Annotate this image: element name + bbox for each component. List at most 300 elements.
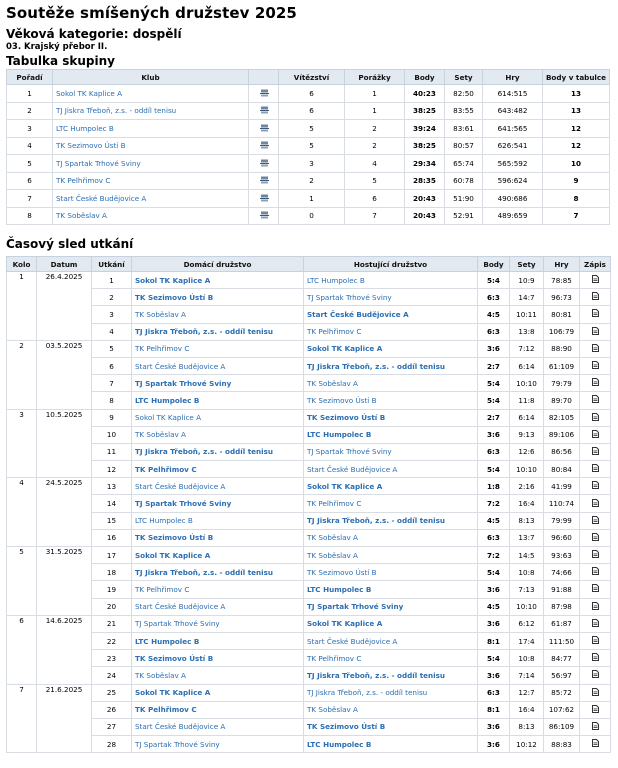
match-sets-cell: 10:10 (510, 375, 544, 392)
round-cell (7, 306, 37, 323)
team-roster-cell[interactable] (249, 155, 279, 173)
away-team-link[interactable]: TJ Spartak Trhové Sviny (304, 443, 478, 460)
match-sets-cell: 14:5 (510, 547, 544, 564)
report-cell[interactable] (580, 272, 611, 289)
table-points-cell: 12 (543, 120, 610, 138)
match-games-cell: 89:106 (544, 426, 580, 443)
losses-cell: 2 (345, 120, 405, 138)
table-row (7, 547, 611, 564)
home-team-link[interactable]: TJ Jiskra Třeboň, z.s. - oddíl tenisu (132, 564, 304, 581)
away-team-link[interactable]: TK Soběslav A (304, 701, 478, 718)
standings-header-row (7, 70, 610, 85)
match-games-cell: 61:87 (544, 615, 580, 632)
away-team-link[interactable]: TK Pelhřimov C (304, 495, 478, 512)
table-row (7, 478, 611, 495)
sets-cell: 83:61 (445, 120, 483, 138)
report-cell[interactable] (580, 598, 611, 615)
report-document-icon[interactable] (592, 464, 599, 474)
match-number-cell: 4 (92, 323, 132, 340)
points-cell: 29:34 (405, 155, 445, 173)
report-cell[interactable] (580, 478, 611, 495)
match-sets-cell: 6:14 (510, 409, 544, 426)
report-cell[interactable] (580, 736, 611, 753)
table-points-cell: 8 (543, 190, 610, 208)
table-row (7, 375, 611, 392)
club-link[interactable]: Start České Budějovice A (53, 190, 249, 208)
report-cell[interactable] (580, 718, 611, 735)
report-document-icon[interactable] (592, 584, 599, 594)
table-row (7, 272, 611, 289)
match-number-cell: 17 (92, 547, 132, 564)
match-games-cell: 111:50 (544, 632, 580, 649)
match-sets-cell: 7:13 (510, 581, 544, 598)
club-link[interactable]: TK Soběslav A (53, 207, 249, 225)
match-points-cell: 5:4 (478, 272, 510, 289)
schedule-table (6, 256, 611, 753)
report-cell[interactable] (580, 340, 611, 357)
date-cell: 26.4.2025 (37, 272, 92, 289)
date-cell: 10.5.2025 (37, 409, 92, 426)
standings-header-cell: Body (405, 70, 445, 85)
report-cell[interactable] (580, 667, 611, 684)
table-row (7, 392, 611, 409)
match-games-cell: 107:62 (544, 701, 580, 718)
report-document-icon[interactable] (592, 739, 599, 749)
report-cell[interactable] (580, 684, 611, 701)
home-team-link[interactable]: TK Soběslav A (132, 306, 304, 323)
schedule-header-cell: Body (478, 257, 510, 272)
report-document-icon[interactable] (592, 653, 599, 663)
away-team-link[interactable]: TJ Jiskra Třeboň, z.s. - oddíl tenisu (304, 512, 478, 529)
round-cell (7, 289, 37, 306)
match-number-cell: 18 (92, 564, 132, 581)
away-team-link[interactable]: TJ Spartak Trhové Sviny (304, 598, 478, 615)
match-games-cell: 86:109 (544, 718, 580, 735)
match-number-cell: 9 (92, 409, 132, 426)
schedule-header-cell: Hry (544, 257, 580, 272)
date-cell (37, 323, 92, 340)
wins-cell: 5 (279, 120, 345, 138)
table-points-cell: 12 (543, 137, 610, 155)
table-row (7, 426, 611, 443)
home-team-link[interactable]: TJ Jiskra Třeboň, z.s. - oddíl tenisu (132, 323, 304, 340)
match-games-cell: 80:84 (544, 461, 580, 478)
report-cell[interactable] (580, 461, 611, 478)
match-sets-cell: 8:13 (510, 512, 544, 529)
report-cell[interactable] (580, 443, 611, 460)
away-team-link[interactable]: Start České Budějovice A (304, 632, 478, 649)
home-team-link[interactable]: TK Pelhřimov C (132, 461, 304, 478)
report-document-icon[interactable] (592, 275, 599, 285)
away-team-link[interactable]: TK Soběslav A (304, 375, 478, 392)
match-sets-cell: 10:10 (510, 598, 544, 615)
table-row (7, 598, 611, 615)
standings-header-cell: Klub (53, 70, 249, 85)
rank-cell: 4 (7, 137, 53, 155)
team-roster-cell[interactable] (249, 190, 279, 208)
home-team-link[interactable]: Start České Budějovice A (132, 598, 304, 615)
games-cell: 490:686 (483, 190, 543, 208)
match-games-cell: 56:97 (544, 667, 580, 684)
report-cell[interactable] (580, 426, 611, 443)
match-sets-cell: 16:4 (510, 495, 544, 512)
table-row (7, 701, 611, 718)
away-team-link[interactable]: LTC Humpolec B (304, 426, 478, 443)
table-points-cell: 10 (543, 155, 610, 173)
match-sets-cell: 10:8 (510, 650, 544, 667)
report-document-icon[interactable] (592, 430, 599, 440)
team-roster-icon[interactable] (260, 124, 268, 131)
match-games-cell: 87:98 (544, 598, 580, 615)
table-row (7, 736, 611, 753)
report-cell[interactable] (580, 581, 611, 598)
home-team-link[interactable]: Start České Budějovice A (132, 478, 304, 495)
team-roster-cell[interactable] (249, 102, 279, 120)
report-cell[interactable] (580, 409, 611, 426)
match-points-cell: 7:2 (478, 547, 510, 564)
team-roster-cell[interactable] (249, 120, 279, 138)
report-document-icon[interactable] (592, 533, 599, 543)
table-row (7, 495, 611, 512)
club-link[interactable]: TJ Spartak Trhové Sviny (53, 155, 249, 173)
home-team-link[interactable]: TJ Spartak Trhové Sviny (132, 615, 304, 632)
team-roster-icon[interactable] (260, 159, 268, 166)
away-team-link[interactable]: LTC Humpolec B (304, 736, 478, 753)
report-document-icon[interactable] (592, 516, 599, 526)
round-cell (7, 375, 37, 392)
report-cell[interactable] (580, 392, 611, 409)
table-points-cell: 13 (543, 85, 610, 103)
team-roster-icon[interactable] (260, 176, 268, 183)
losses-cell: 7 (345, 207, 405, 225)
away-team-link[interactable]: TK Sezimovo Ústí B (304, 564, 478, 581)
home-team-link[interactable]: Sokol TK Kaplice A (132, 272, 304, 289)
points-cell: 39:24 (405, 120, 445, 138)
team-roster-icon[interactable] (260, 141, 268, 148)
report-cell[interactable] (580, 375, 611, 392)
home-team-link[interactable]: TJ Spartak Trhové Sviny (132, 495, 304, 512)
wins-cell: 1 (279, 190, 345, 208)
home-team-link[interactable]: TJ Jiskra Třeboň, z.s. - oddíl tenisu (132, 443, 304, 460)
round-cell (7, 461, 37, 478)
table-row (7, 581, 611, 598)
wins-cell: 6 (279, 85, 345, 103)
schedule-header-cell: Sety (510, 257, 544, 272)
home-team-link[interactable]: TK Pelhřimov C (132, 340, 304, 357)
standings-heading: Tabulka skupiny (6, 54, 115, 68)
report-document-icon[interactable] (592, 361, 599, 371)
away-team-link[interactable]: Start České Budějovice A (304, 461, 478, 478)
match-number-cell: 8 (92, 392, 132, 409)
report-document-icon[interactable] (592, 344, 599, 354)
match-points-cell: 5:4 (478, 375, 510, 392)
report-cell[interactable] (580, 512, 611, 529)
report-document-icon[interactable] (592, 602, 599, 612)
round-cell: 1 (7, 272, 37, 289)
report-cell[interactable] (580, 289, 611, 306)
match-sets-cell: 13:7 (510, 529, 544, 546)
club-link[interactable]: TJ Jiskra Třeboň, z.s. - oddíl tenisu (53, 102, 249, 120)
match-points-cell: 4:5 (478, 306, 510, 323)
home-team-link[interactable]: Sokol TK Kaplice A (132, 409, 304, 426)
report-document-icon[interactable] (592, 378, 599, 388)
report-cell[interactable] (580, 357, 611, 374)
team-roster-icon[interactable] (260, 106, 268, 113)
away-team-link[interactable]: LTC Humpolec B (304, 581, 478, 598)
report-document-icon[interactable] (592, 327, 599, 337)
club-link[interactable]: LTC Humpolec B (53, 120, 249, 138)
home-team-link[interactable]: Start České Budějovice A (132, 357, 304, 374)
match-games-cell: 106:79 (544, 323, 580, 340)
club-link[interactable]: TK Pelhřimov C (53, 172, 249, 190)
round-cell (7, 323, 37, 340)
match-number-cell: 16 (92, 529, 132, 546)
table-points-cell: 9 (543, 172, 610, 190)
date-cell (37, 667, 92, 684)
report-document-icon[interactable] (592, 481, 599, 491)
report-cell[interactable] (580, 529, 611, 546)
report-cell[interactable] (580, 632, 611, 649)
match-sets-cell: 2:16 (510, 478, 544, 495)
match-sets-cell: 14:7 (510, 289, 544, 306)
match-points-cell: 6:3 (478, 323, 510, 340)
date-cell (37, 529, 92, 546)
home-team-link[interactable]: TK Soběslav A (132, 667, 304, 684)
match-games-cell: 61:109 (544, 357, 580, 374)
away-team-link[interactable]: Start České Budějovice A (304, 306, 478, 323)
table-points-cell: 13 (543, 102, 610, 120)
match-sets-cell: 10:11 (510, 306, 544, 323)
match-number-cell: 3 (92, 306, 132, 323)
table-row (7, 289, 611, 306)
schedule-header-cell: Zápis (580, 257, 611, 272)
games-cell: 626:541 (483, 137, 543, 155)
losses-cell: 6 (345, 190, 405, 208)
match-number-cell: 13 (92, 478, 132, 495)
match-points-cell: 4:5 (478, 512, 510, 529)
round-cell (7, 495, 37, 512)
report-document-icon[interactable] (592, 447, 599, 457)
report-cell[interactable] (580, 323, 611, 340)
away-team-link[interactable]: TJ Spartak Trhové Sviny (304, 289, 478, 306)
home-team-link[interactable]: TK Pelhřimov C (132, 701, 304, 718)
report-document-icon[interactable] (592, 705, 599, 715)
match-points-cell: 6:3 (478, 443, 510, 460)
date-cell (37, 598, 92, 615)
report-document-icon[interactable] (592, 292, 599, 302)
away-team-link[interactable]: TK Pelhřimov C (304, 650, 478, 667)
date-cell (37, 375, 92, 392)
match-points-cell: 2:7 (478, 409, 510, 426)
round-cell (7, 598, 37, 615)
match-games-cell: 86:56 (544, 443, 580, 460)
date-cell: 31.5.2025 (37, 547, 92, 564)
home-team-link[interactable]: LTC Humpolec B (132, 632, 304, 649)
away-team-link[interactable]: TK Soběslav A (304, 547, 478, 564)
team-roster-icon[interactable] (260, 194, 268, 201)
report-document-icon[interactable] (592, 636, 599, 646)
table-row (7, 340, 611, 357)
match-games-cell: 93:63 (544, 547, 580, 564)
team-roster-icon[interactable] (260, 89, 268, 96)
home-team-link[interactable]: LTC Humpolec B (132, 392, 304, 409)
match-games-cell: 78:85 (544, 272, 580, 289)
match-number-cell: 28 (92, 736, 132, 753)
report-document-icon[interactable] (592, 688, 599, 698)
team-roster-cell[interactable] (249, 172, 279, 190)
away-team-link[interactable]: TK Sezimovo Ústí B (304, 392, 478, 409)
date-cell (37, 495, 92, 512)
match-games-cell: 41:99 (544, 478, 580, 495)
team-roster-cell[interactable] (249, 137, 279, 155)
wins-cell: 6 (279, 102, 345, 120)
club-link[interactable]: TK Sezimovo Ústí B (53, 137, 249, 155)
date-cell (37, 392, 92, 409)
report-cell[interactable] (580, 547, 611, 564)
match-number-cell: 6 (92, 357, 132, 374)
match-games-cell: 84:77 (544, 650, 580, 667)
home-team-link[interactable]: TK Pelhřimov C (132, 581, 304, 598)
date-cell (37, 512, 92, 529)
away-team-link[interactable]: TK Sezimovo Ústí B (304, 718, 478, 735)
date-cell (37, 443, 92, 460)
match-points-cell: 3:6 (478, 581, 510, 598)
home-team-link[interactable]: TK Soběslav A (132, 426, 304, 443)
match-sets-cell: 9:13 (510, 426, 544, 443)
away-team-link[interactable]: TJ Jiskra Třeboň, z.s. - oddíl tenisu (304, 684, 478, 701)
match-sets-cell: 6:14 (510, 357, 544, 374)
rank-cell: 2 (7, 102, 53, 120)
points-cell: 38:25 (405, 137, 445, 155)
away-team-link[interactable]: Sokol TK Kaplice A (304, 615, 478, 632)
sets-cell: 82:50 (445, 85, 483, 103)
report-document-icon[interactable] (592, 499, 599, 509)
match-points-cell: 3:6 (478, 667, 510, 684)
date-cell (37, 718, 92, 735)
match-games-cell: 80:81 (544, 306, 580, 323)
report-cell[interactable] (580, 306, 611, 323)
report-document-icon[interactable] (592, 413, 599, 423)
round-cell: 6 (7, 615, 37, 632)
match-games-cell: 88:90 (544, 340, 580, 357)
home-team-link[interactable]: Start České Budějovice A (132, 718, 304, 735)
match-sets-cell: 11:8 (510, 392, 544, 409)
home-team-link[interactable]: LTC Humpolec B (132, 512, 304, 529)
report-document-icon[interactable] (592, 567, 599, 577)
date-cell (37, 650, 92, 667)
table-row (7, 718, 611, 735)
away-team-link[interactable]: TJ Jiskra Třeboň, z.s. - oddíl tenisu (304, 357, 478, 374)
date-cell: 03.5.2025 (37, 340, 92, 357)
match-sets-cell: 8:13 (510, 718, 544, 735)
report-cell[interactable] (580, 564, 611, 581)
away-team-link[interactable]: TK Pelhřimov C (304, 323, 478, 340)
home-team-link[interactable]: TJ Spartak Trhové Sviny (132, 736, 304, 753)
away-team-link[interactable]: TK Sezimovo Ústí B (304, 409, 478, 426)
round-cell (7, 736, 37, 753)
match-games-cell: 82:105 (544, 409, 580, 426)
match-points-cell: 6:3 (478, 529, 510, 546)
home-team-link[interactable]: Sokol TK Kaplice A (132, 684, 304, 701)
home-team-link[interactable]: TK Sezimovo Ústí B (132, 529, 304, 546)
standings-header-cell: Pořadí (7, 70, 53, 85)
round-cell (7, 581, 37, 598)
schedule-header-cell: Hostující družstvo (304, 257, 478, 272)
table-row (7, 85, 610, 103)
date-cell (37, 632, 92, 649)
report-document-icon[interactable] (592, 395, 599, 405)
report-cell[interactable] (580, 701, 611, 718)
games-cell: 641:565 (483, 120, 543, 138)
report-cell[interactable] (580, 650, 611, 667)
club-link[interactable]: Sokol TK Kaplice A (53, 85, 249, 103)
away-team-link[interactable]: TJ Jiskra Třeboň, z.s. - oddíl tenisu (304, 667, 478, 684)
round-cell (7, 392, 37, 409)
rank-cell: 3 (7, 120, 53, 138)
table-row (7, 564, 611, 581)
report-document-icon[interactable] (592, 619, 599, 629)
team-roster-cell[interactable] (249, 85, 279, 103)
losses-cell: 5 (345, 172, 405, 190)
home-team-link[interactable]: Sokol TK Kaplice A (132, 547, 304, 564)
report-document-icon[interactable] (592, 670, 599, 680)
standings-header-cell: Hry (483, 70, 543, 85)
away-team-link[interactable]: Sokol TK Kaplice A (304, 340, 478, 357)
away-team-link[interactable]: LTC Humpolec B (304, 272, 478, 289)
match-points-cell: 6:3 (478, 684, 510, 701)
match-sets-cell: 17:4 (510, 632, 544, 649)
match-number-cell: 7 (92, 375, 132, 392)
away-team-link[interactable]: Sokol TK Kaplice A (304, 478, 478, 495)
sets-cell: 51:90 (445, 190, 483, 208)
home-team-link[interactable]: TK Sezimovo Ústí B (132, 289, 304, 306)
match-number-cell: 11 (92, 443, 132, 460)
match-number-cell: 1 (92, 272, 132, 289)
round-cell: 2 (7, 340, 37, 357)
match-sets-cell: 10:12 (510, 736, 544, 753)
league-heading: 03. Krajský přebor II. (6, 42, 108, 52)
match-points-cell: 5:4 (478, 392, 510, 409)
report-document-icon[interactable] (592, 722, 599, 732)
rank-cell: 1 (7, 85, 53, 103)
report-cell[interactable] (580, 615, 611, 632)
losses-cell: 2 (345, 137, 405, 155)
round-cell (7, 632, 37, 649)
match-points-cell: 5:4 (478, 461, 510, 478)
round-cell: 3 (7, 409, 37, 426)
report-document-icon[interactable] (592, 550, 599, 560)
table-row (7, 137, 610, 155)
date-cell (37, 701, 92, 718)
table-row (7, 357, 611, 374)
table-row (7, 172, 610, 190)
round-cell (7, 426, 37, 443)
home-team-link[interactable]: TJ Spartak Trhové Sviny (132, 375, 304, 392)
standings-table (6, 69, 610, 225)
match-sets-cell: 10:10 (510, 461, 544, 478)
date-cell (37, 461, 92, 478)
report-document-icon[interactable] (592, 309, 599, 319)
match-number-cell: 20 (92, 598, 132, 615)
table-row (7, 512, 611, 529)
away-team-link[interactable]: TK Soběslav A (304, 529, 478, 546)
date-cell: 14.6.2025 (37, 615, 92, 632)
home-team-link[interactable]: TK Sezimovo Ústí B (132, 650, 304, 667)
match-games-cell: 88:83 (544, 736, 580, 753)
report-cell[interactable] (580, 495, 611, 512)
team-roster-cell[interactable] (249, 207, 279, 225)
team-roster-icon[interactable] (260, 211, 268, 218)
